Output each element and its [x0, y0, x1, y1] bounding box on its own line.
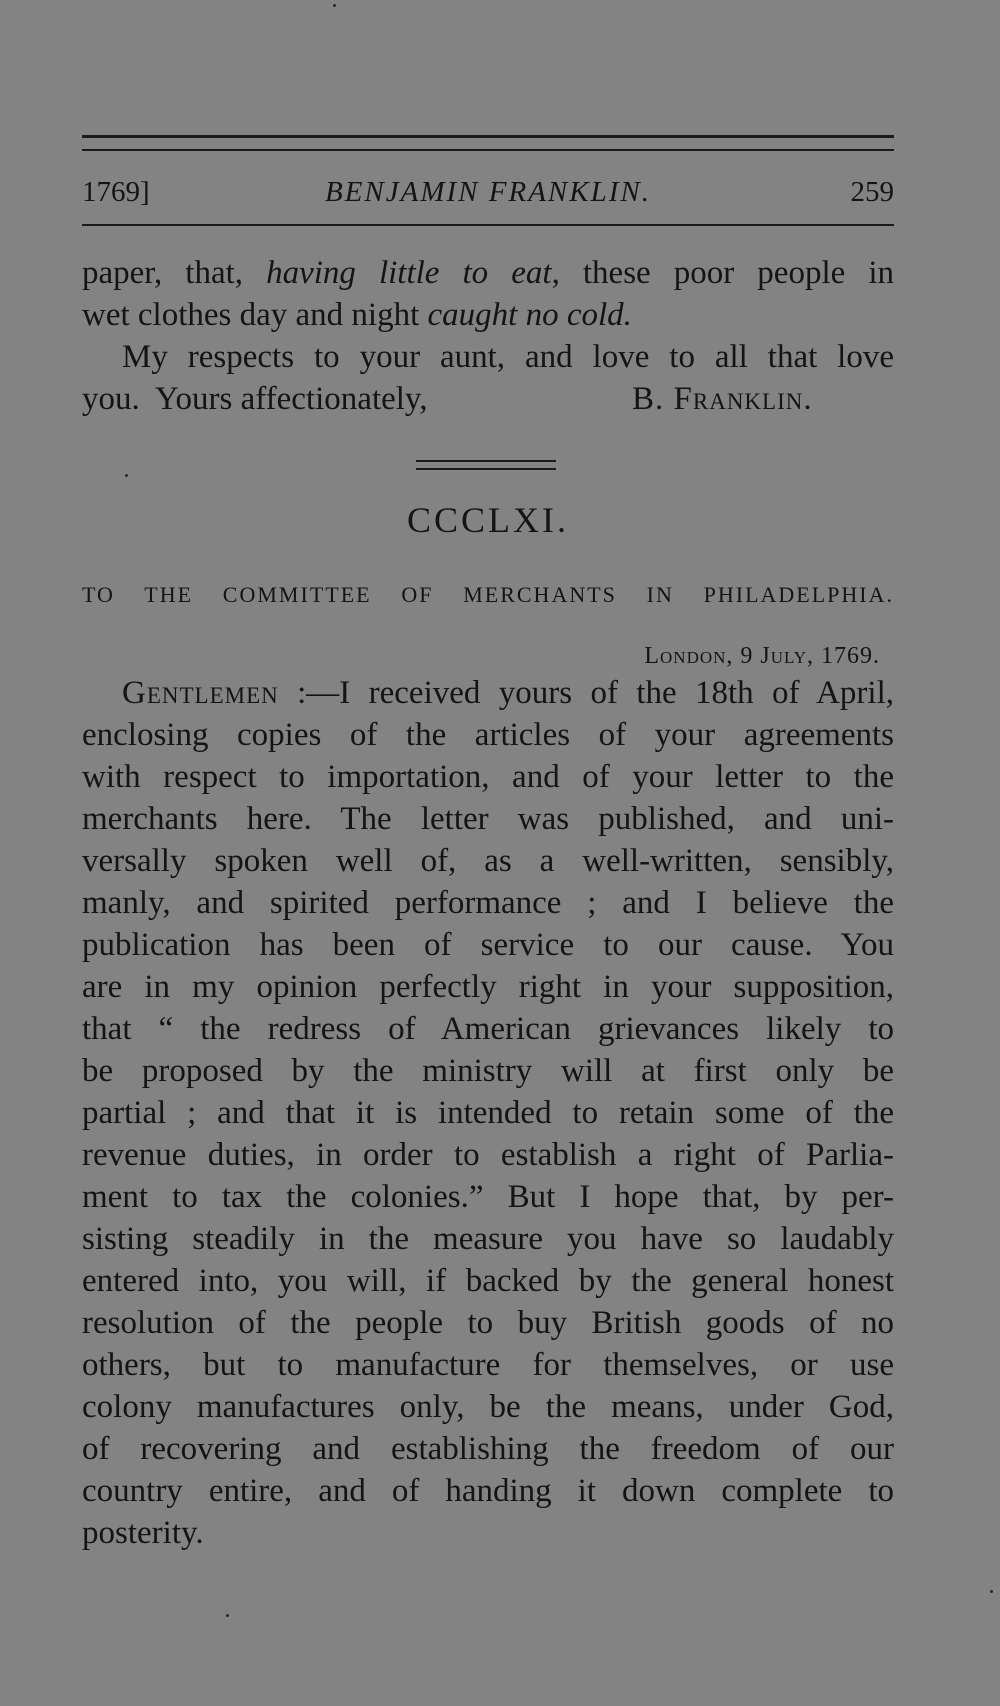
- text-run: paper, that,: [82, 255, 267, 291]
- salutation: Gentlemen: [122, 675, 279, 711]
- text-line: [82, 252, 894, 294]
- text-run: :—I received yours of the 18th of April,: [278, 675, 894, 711]
- text-line: merchants here. The letter was published, and uni-: [82, 801, 894, 837]
- continuation-text: [82, 252, 894, 420]
- text-line: My respects to your aunt, and love to all that love: [122, 339, 894, 375]
- text-line: [82, 294, 894, 336]
- text-line: colony manufactures only, be the means, under God,: [82, 1389, 894, 1425]
- section-divider-rule: [416, 468, 556, 470]
- text-line: country entire, and of handing it down complete to: [82, 1473, 894, 1509]
- text-run: wet clothes day and night: [82, 297, 428, 333]
- section-divider-rule: [416, 460, 556, 462]
- header-top-rule-inner: [82, 149, 894, 151]
- text-line: entered into, you will, if backed by the general honest: [82, 1263, 894, 1299]
- running-head-title: BENJAMIN FRANKLIN.: [325, 176, 651, 208]
- scan-speck: [125, 474, 128, 477]
- text-line: [82, 672, 894, 714]
- running-head: [82, 172, 894, 212]
- italic-phrase: having little to eat: [266, 255, 552, 291]
- closing-line: [82, 378, 894, 420]
- text-line: posterity.: [82, 1515, 204, 1551]
- scan-speck: [990, 1590, 993, 1593]
- header-top-rule: [82, 135, 894, 138]
- text-line: are in my opinion perfectly right in your supposition,: [82, 969, 894, 1005]
- scan-speck: [226, 1614, 229, 1617]
- page-number: 259: [850, 176, 894, 208]
- book-page: [82, 0, 894, 1706]
- text-line: ment to tax the colonies.” But I hope that, by per-: [82, 1179, 894, 1215]
- text-line: partial ; and that it is intended to retain some of the: [82, 1095, 894, 1131]
- text-line: resolution of the people to buy British goods of no: [82, 1305, 894, 1341]
- text-line: publication has been of service to our cause. You: [82, 927, 894, 963]
- text-line: with respect to importation, and of your letter to the: [82, 759, 894, 795]
- text-line: versally spoken well of, as a well-written, sensibly,: [82, 843, 894, 879]
- closing-text: you. Yours affectionately,: [82, 381, 428, 417]
- text-line: sisting steadily in the measure you have so laudably: [82, 1221, 894, 1257]
- signature: B. Franklin.: [632, 381, 813, 417]
- text-line: that “ the redress of American grievances likely to: [82, 1011, 894, 1047]
- italic-phrase: caught no cold.: [427, 297, 632, 333]
- text-line: revenue duties, in order to establish a right of Parlia-: [82, 1137, 894, 1173]
- text-line: enclosing copies of the articles of your agreements: [82, 717, 894, 753]
- text-line: be proposed by the ministry will at first only be: [82, 1053, 894, 1089]
- letter-body: [82, 672, 894, 1554]
- text-line: others, but to manufacture for themselves, or use: [82, 1347, 894, 1383]
- running-head-year: 1769]: [82, 176, 150, 208]
- scan-speck: [333, 4, 336, 7]
- letter-addressee: TO THE COMMITTEE OF MERCHANTS IN PHILADELPHIA.: [82, 582, 894, 607]
- letter-dateline: London, 9 July, 1769.: [644, 643, 880, 669]
- letter-number: CCCLXI.: [406, 500, 569, 540]
- text-line: manly, and spirited performance ; and I believe the: [82, 885, 894, 921]
- header-bottom-rule: [82, 224, 894, 226]
- text-line: of recovering and establishing the freedom of our: [82, 1431, 894, 1467]
- text-run: , these poor people in: [551, 255, 894, 291]
